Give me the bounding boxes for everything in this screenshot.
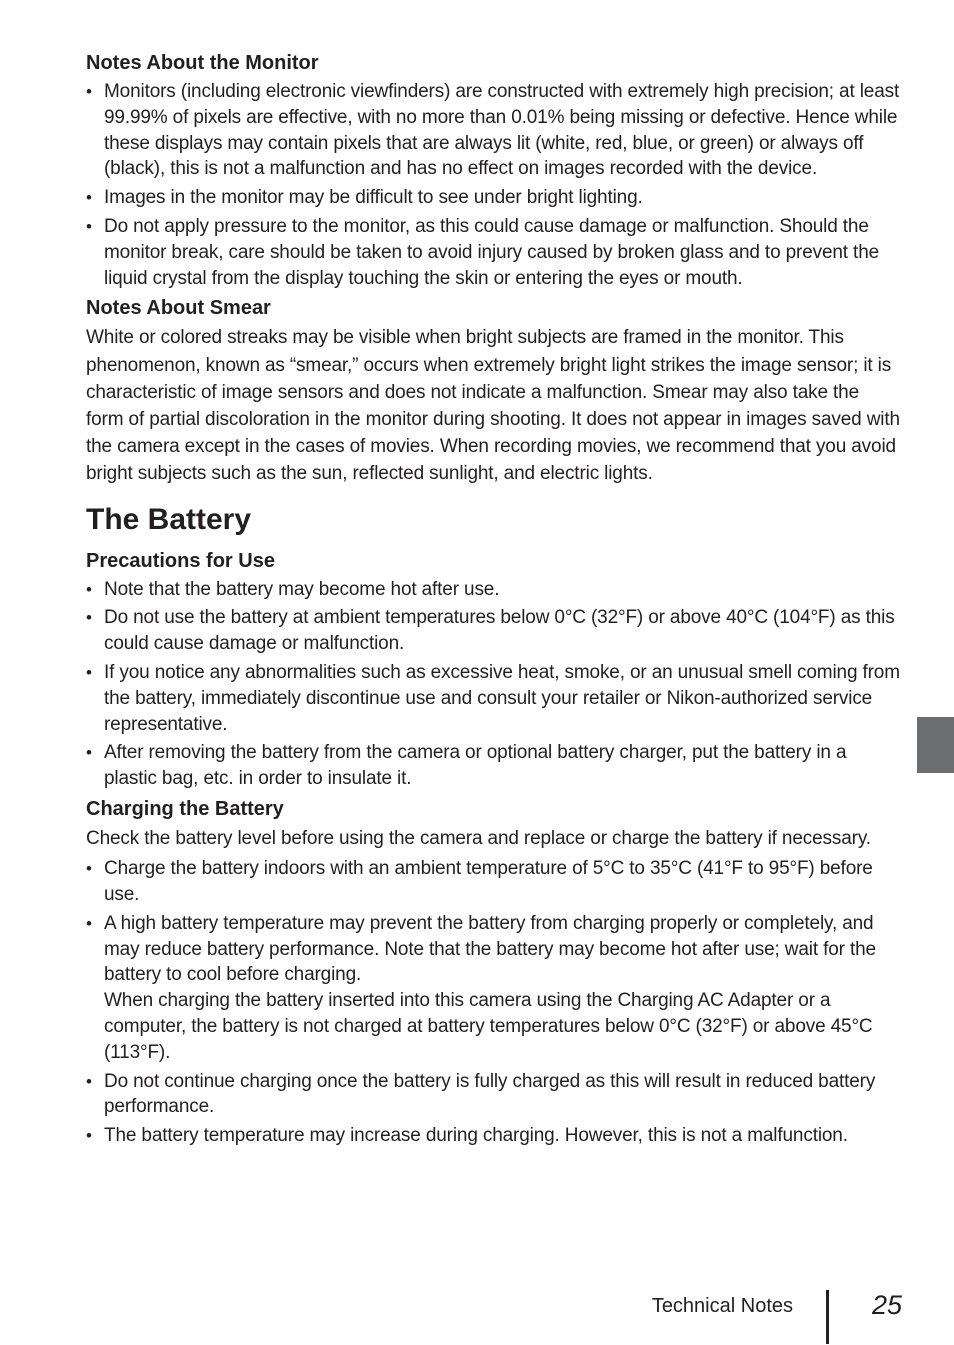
list-item: [86, 856, 900, 908]
bullet-icon: •: [86, 608, 92, 628]
charging-heading: Charging the Battery: [86, 797, 284, 820]
charging-section: [86, 796, 900, 1149]
list-item-text: The battery temperature may increase during charging. However, this is not a malfunction.: [104, 1125, 848, 1147]
bullet-icon: •: [86, 82, 92, 101]
list-item-text: Do not apply pressure to the monitor, as this could cause damage or malfunction. Should the monitor break, care should be taken to avoid injury caused by broken glass and to prevent the liquid crystal from the display touching the skin or entering the eyes or mouth.: [104, 215, 880, 289]
list-item: [86, 1123, 900, 1149]
list-item-text: After removing the battery from the camera or optional battery charger, put the battery in a plastic bag, etc. in order to insulate it.: [104, 742, 847, 790]
precautions-section: [86, 548, 900, 792]
list-item: [86, 1069, 900, 1121]
list-item-text: Do not use the battery at ambient temperatures below 0°C (32°F) or above 40°C (104°F) as this could cause damage or malfunction.: [104, 607, 895, 655]
list-item-continuation: When charging the battery inserted into this camera using the Charging AC Adapter or a computer, the battery is not charged at battery temperatures below 0°C (32°F) or above 45°C (113°F).: [104, 990, 873, 1063]
list-item: [86, 605, 900, 657]
list-item: [86, 214, 900, 291]
monitor-section: [86, 50, 900, 291]
monitor-bullet-list: [86, 79, 900, 291]
list-item: [86, 577, 900, 603]
list-item-text: If you notice any abnormalities such as excessive heat, smoke, or an unusual smell coming from the battery, immediately discontinue use and consult your retailer or Nikon-authorized service representative.: [104, 661, 900, 735]
monitor-heading: Notes About the Monitor: [86, 52, 319, 74]
bullet-icon: •: [86, 579, 92, 599]
precautions-bullet-list: [86, 577, 900, 792]
list-item-text: A high battery temperature may prevent the battery from charging properly or completely, and may reduce battery performance. Note that the battery may become hot after use; wait for the battery to cool before charging.: [104, 912, 876, 986]
list-item: [86, 660, 900, 737]
smear-section: [86, 295, 900, 487]
list-item-text: Monitors (including electronic viewfinders) are constructed with extremely high precision; at least 99.99% of pixels are effective, with no more than 0.01% being missing or defective. Hence while these displays may contain pixels that are always lit (white, red, blue, or green) or always off (black), this is not a malfunction and has no effect on images recorded with the device.: [104, 81, 900, 180]
charging-bullet-list: [86, 856, 900, 1149]
charging-intro: Check the battery level before using the camera and replace or charge the battery if necessary.: [86, 827, 871, 849]
list-item: [86, 911, 900, 1066]
bullet-icon: •: [86, 913, 92, 933]
bullet-icon: •: [86, 743, 92, 763]
footer-divider: [826, 1290, 829, 1344]
footer-section-label: Technical Notes: [651, 1295, 793, 1317]
page-title: The Battery: [86, 502, 252, 536]
list-item: [86, 740, 900, 792]
bullet-icon: •: [86, 188, 92, 208]
list-item-text: Charge the battery indoors with an ambient temperature of 5°C to 35°C (41°F to 95°F) before use.: [104, 858, 873, 905]
list-item-text: Images in the monitor may be difficult to see under bright lighting.: [104, 187, 643, 209]
smear-paragraph: White or colored streaks may be visible when bright subjects are framed in the monitor. This phenomenon, known as “smear,” occurs when extremely bright light strikes the image sensor; it is characteristic of image sensors and does not indicate a malfunction. Smear may also take the form of partial discoloration in the monitor during shooting. It does not appear in images saved with the camera except in the cases of movies. When recording movies, we recommend that you avoid bright subjects such as the sun, reflected sunlight, and electric lights.: [86, 327, 900, 485]
chapter-thumb-tab: [917, 717, 954, 773]
smear-heading: Notes About Smear: [86, 297, 271, 320]
bullet-icon: •: [86, 1071, 92, 1091]
list-item: [86, 185, 900, 211]
bullet-icon: •: [86, 662, 92, 682]
list-item: [86, 79, 900, 182]
list-item-text: Do not continue charging once the battery is fully charged as this will result in reduced battery performance.: [104, 1070, 876, 1118]
bullet-icon: •: [86, 216, 92, 236]
page-content: [86, 50, 900, 1153]
page-number: 25: [872, 1290, 903, 1320]
bullet-icon: •: [86, 1126, 92, 1146]
list-item-text: Note that the battery may become hot after use.: [104, 578, 500, 600]
bullet-icon: •: [86, 859, 92, 879]
precautions-heading: Precautions for Use: [86, 549, 275, 572]
